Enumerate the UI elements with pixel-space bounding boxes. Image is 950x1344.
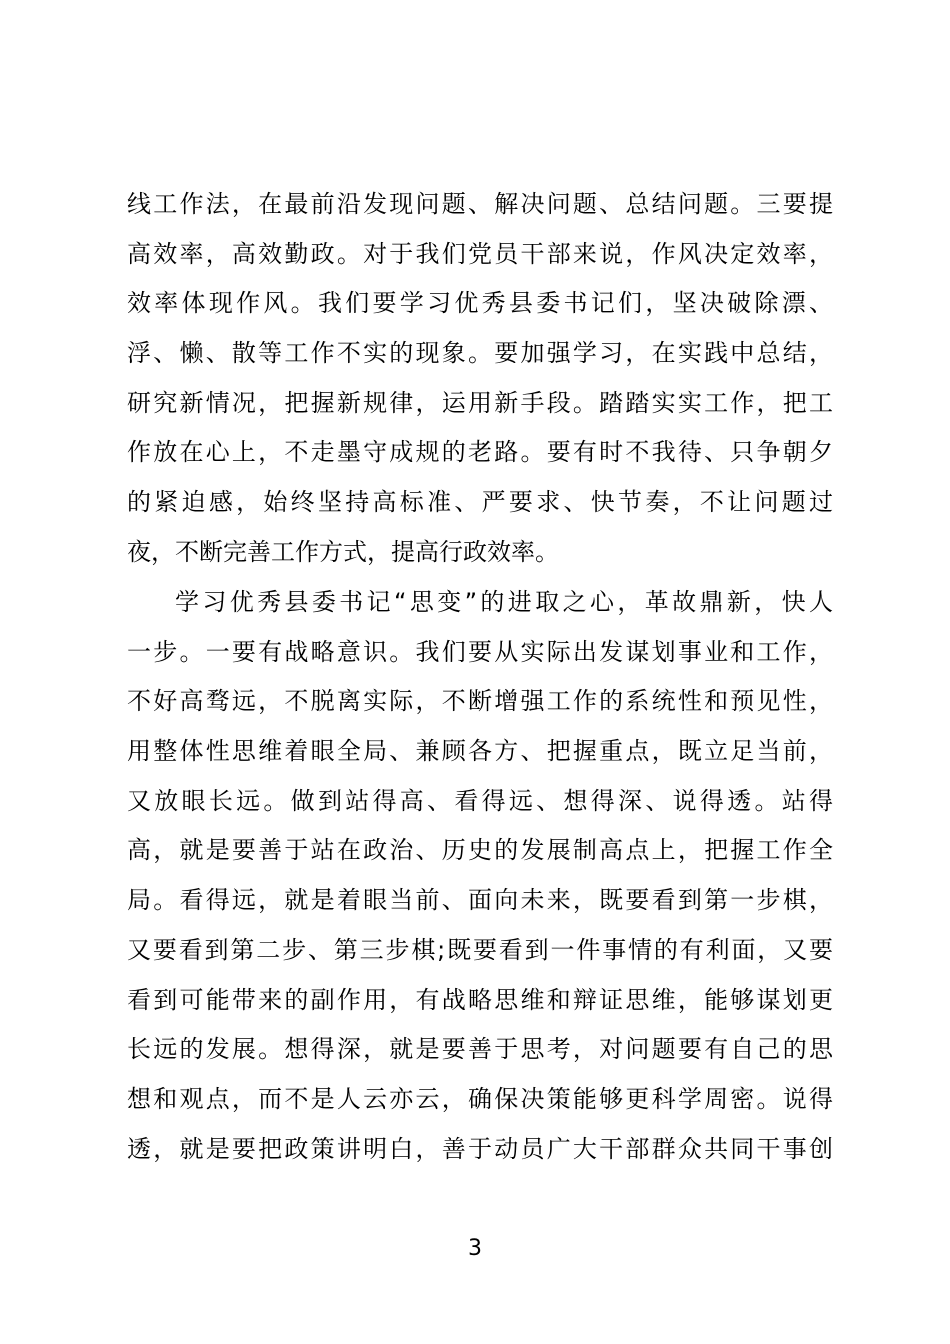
- paragraph-2: [127, 578, 833, 1174]
- paragraph-line: 用整体性思维着眼全局、兼顾各方、把握重点，既立足当前，: [127, 737, 833, 766]
- paragraph-line: 想和观点，而不是人云亦云，确保决策能够更科学周密。说得: [127, 1084, 833, 1113]
- paragraph-line: 看到可能带来的副作用，有战略思维和辩证思维，能够谋划更: [127, 985, 833, 1014]
- paragraph-line: 不好高骛远，不脱离实际，不断增强工作的系统性和预见性，: [127, 687, 833, 716]
- paragraph-line: 学习优秀县委书记“思变”的进取之心，革故鼎新，快人: [175, 588, 833, 616]
- paragraph-line: 局。看得远，就是着眼当前、面向未来，既要看到第一步棋，: [127, 886, 833, 915]
- paragraph-line: 又要看到第二步、第三步棋;既要看到一件事情的有利面，又要: [127, 935, 833, 964]
- paragraph-line: 研究新情况，把握新规律，运用新手段。踏踏实实工作，把工: [127, 388, 833, 417]
- paragraph-line: 高效率，高效勤政。对于我们党员干部来说，作风决定效率，: [127, 239, 833, 268]
- paragraph-line: 高，就是要善于站在政治、历史的发展制高点上，把握工作全: [127, 836, 833, 865]
- paragraph-line: 长远的发展。想得深，就是要善于思考，对问题要有自己的思: [127, 1035, 833, 1064]
- paragraph-line: 透，就是要把政策讲明白，善于动员广大干部群众共同干事创: [127, 1134, 833, 1163]
- paragraph-line: 效率体现作风。我们要学习优秀县委书记们，坚决破除漂、: [127, 289, 833, 318]
- paragraph-line: 夜，不断完善工作方式，提高行政效率。: [127, 537, 559, 566]
- paragraph-1: [127, 180, 833, 578]
- paragraph-line: 浮、懒、散等工作不实的现象。要加强学习，在实践中总结，: [127, 339, 833, 368]
- paragraph-line: 线工作法，在最前沿发现问题、解决问题、总结问题。三要提: [127, 190, 833, 218]
- paragraph-line: 作放在心上，不走墨守成规的老路。要有时不我待、只争朝夕: [127, 438, 833, 467]
- paragraph-line: 的紧迫感，始终坚持高标准、严要求、快节奏，不让问题过: [127, 488, 833, 517]
- page-number: 3: [468, 1236, 482, 1261]
- paragraph-line: 一步。一要有战略意识。我们要从实际出发谋划事业和工作，: [127, 637, 833, 666]
- paragraph-line: 又放眼长远。做到站得高、看得远、想得深、说得透。站得: [127, 786, 833, 815]
